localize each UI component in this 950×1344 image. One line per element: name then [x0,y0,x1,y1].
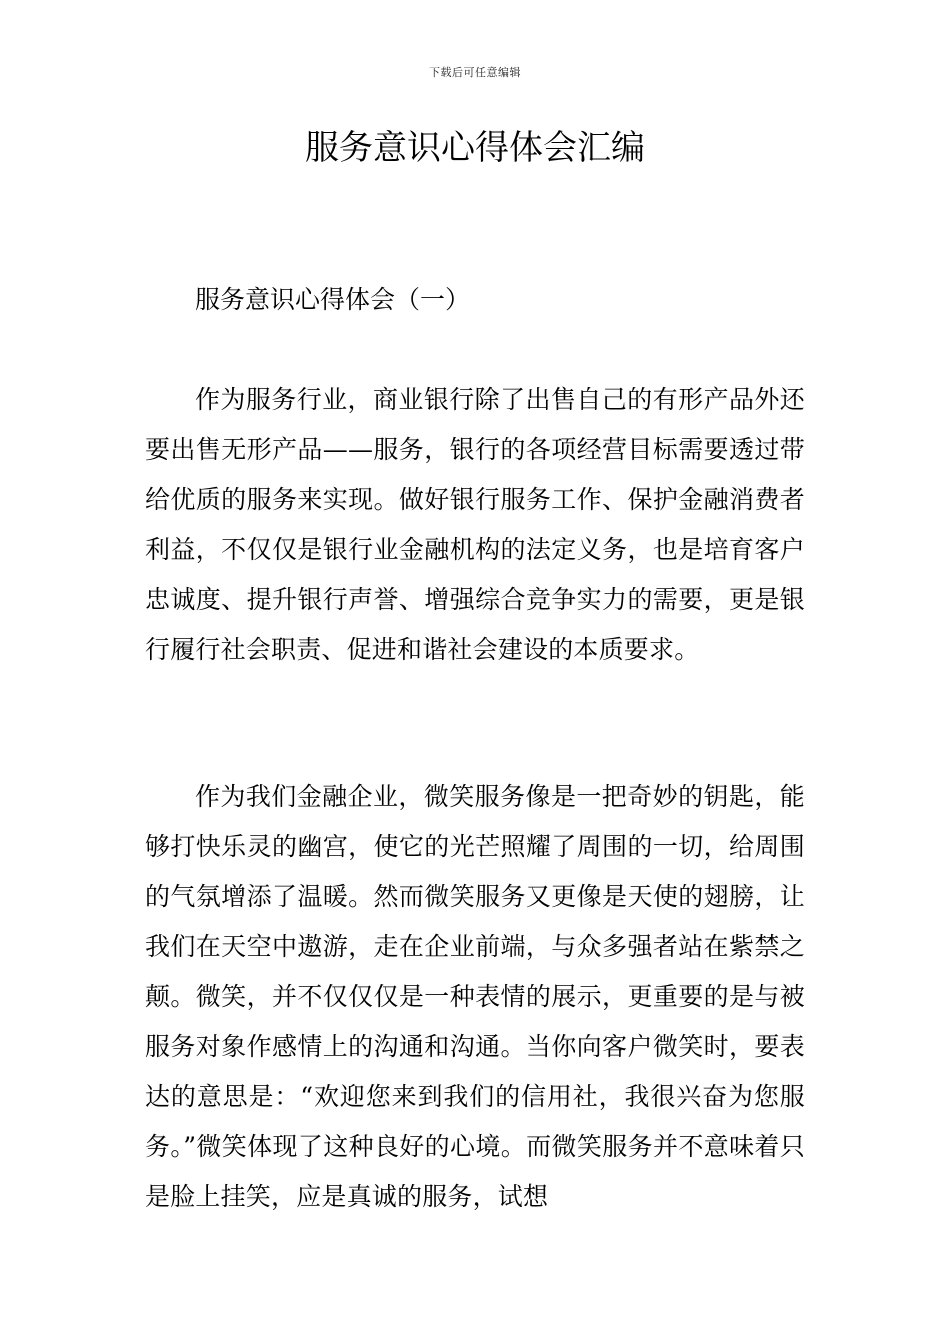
paragraph-2: 作为我们金融企业，微笑服务像是一把奇妙的钥匙，能够打快乐灵的幽宫，使它的光芒照耀了周围的一切，给周围的气氛增添了温暖。然而微笑服务又更像是天使的翅膀，让我们在天空中遨游，走在企业前端，与众多强者站在紫禁之颠。微笑，并不仅仅仅是一种表情的展示，更重要的是与被服务对象作感情上的沟通和沟通。当你向客户微笑时，要表达的意思是：“欢迎您来到我们的信用社，我很兴奋为您服务。”微笑体现了这种良好的心境。而微笑服务并不意味着只是脸上挂笑，应是真诚的服务，试想 [145,782,805,1211]
document-title: 服务意识心得体会汇编 [305,128,645,168]
paragraph-1: 作为服务行业，商业银行除了出售自己的有形产品外还要出售无形产品——服务，银行的各项经营目标需要透过带给优质的服务来实现。做好银行服务工作、保护金融消费者利益，不仅仅是银行业金融机构的法定义务，也是培育客户忠诚度、提升银行声誉、增强综合竞争实力的需要，更是银行履行社会职责、促进和谐社会建设的本质要求。 [145,385,805,664]
section-heading: 服务意识心得体会（一） [195,285,471,314]
page-header-note: 下载后可任意编辑 [429,66,521,79]
